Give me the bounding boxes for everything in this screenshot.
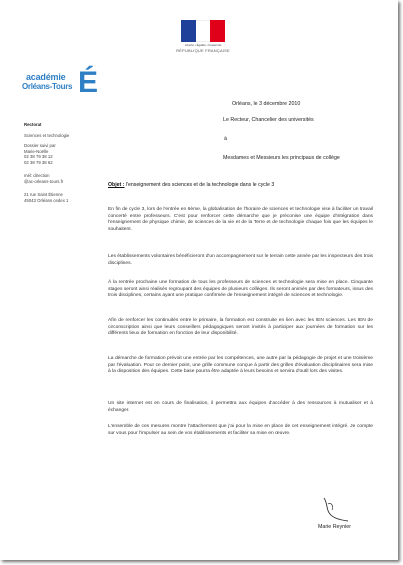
paragraph: La démarche de formation prévoit une entrée par les compétences, une autre par la pédagogie de projet et une troisième par l'évaluation. Pour ce dernier point, une grille commune conçue à partir des grilles d'évaluation disciplinaires sera mise à la disposition des équipes. Cette base pourra être adaptée à leurs besoins et servira d'outil lors des visites. (108, 356, 373, 374)
letter-subject (108, 182, 274, 188)
sender-contact-line: Dossier suivi par (24, 143, 56, 148)
academy-logo-line1: académie (26, 72, 66, 82)
sender-department: Sciences et technologie (24, 132, 70, 138)
paragraph: À la rentrée prochaine une formation de tous les professeurs de sciences et technologie sera mise en place. Cinquante stages seront ainsi réalisés regroupant des équipes de plusieurs collèges. Ils seront animés par des formateurs, issus des trois disciplines, certains ayant une pratique confirmée de l'enseignement intégré de sciences et technologie. (108, 280, 373, 298)
academy-logo-letter: É (78, 66, 99, 99)
signature-name: Marie Reynier (318, 524, 351, 530)
subject-text: l'enseignement des sciences et de la technologie dans le cycle 3 (125, 182, 275, 188)
ministry-logo (171, 20, 235, 53)
sender-contact-line: Marie-Noëlle (24, 148, 49, 154)
republic-label: RÉPUBLIQUE FRANÇAISE (176, 48, 230, 53)
letter-to: Mesdames et Messieurs les principaux de collège (223, 155, 340, 161)
paragraph: En fin de cycle 3, lors de l'entrée en 6ème, la globalisation de l'horaire de sciences et technologie vise à faciliter un travail concerté entre professeurs. C'est pour renforcer cette démarche que je préconise une équipe d'intégration dans l'enseignement de physique chimie, de sciences de la vie et de la Terre et de technologie chaque fois que les équipes le souhaitent. (108, 207, 373, 232)
sender-fax: 02 38 79 38 62 (24, 159, 53, 165)
place-date: Orléans, le 3 décembre 2010 (232, 101, 301, 107)
sender-address: 45043 Orléans cedex 1 (24, 197, 69, 203)
paragraph: L'ensemble de ces mesures montre l'attachement que j'ai pour la mise en place de cet enseignement intégré. Je compte sur vous pour l'impulser au sein de vos établissements et faciliter sa mise en œuvre. (108, 424, 373, 436)
ministry-motto: Liberté • Égalité • Fraternité (184, 43, 222, 47)
sender-column (24, 122, 90, 203)
academy-logo (22, 64, 104, 104)
subject-label: Objet : (108, 182, 125, 188)
paragraph: Un site internet est en cours de finalisation, il permettra aux équipes d'accéder à des ressources à mutualiser et à échanger. (108, 401, 373, 413)
sender-email: mél: direction (24, 173, 50, 178)
academy-logo-line2: Orléans-Tours (22, 82, 73, 91)
paragraph: Les établissements volontaires bénéficieront d'un accompagnement sur le terrain cette année par les inspecteurs des trois disciplines. (108, 254, 373, 266)
sender-title: Rectorat (24, 122, 42, 127)
sender-address: 21 rue Saint Étienne (24, 192, 63, 197)
paragraph: Afin de renforcer les continuités entre le primaire, la formation est construite en lien avec les IEN sciences. Les IEN de circonscription ainsi que leurs conseillers pédagogiques seront invités à participer aux journées de formation sur les différents lieux de formation en fonction de leur disponibilité. (108, 318, 373, 336)
letter-to-prefix: à (224, 136, 227, 142)
signature-scribble-icon (318, 494, 358, 524)
sender-phone: 02 38 79 38 12 (24, 154, 53, 159)
sender-email: @ac-orleans-tours.fr (24, 178, 64, 184)
letter-from: Le Recteur, Chancelier des universités (223, 117, 314, 123)
french-flag-icon (181, 20, 225, 42)
